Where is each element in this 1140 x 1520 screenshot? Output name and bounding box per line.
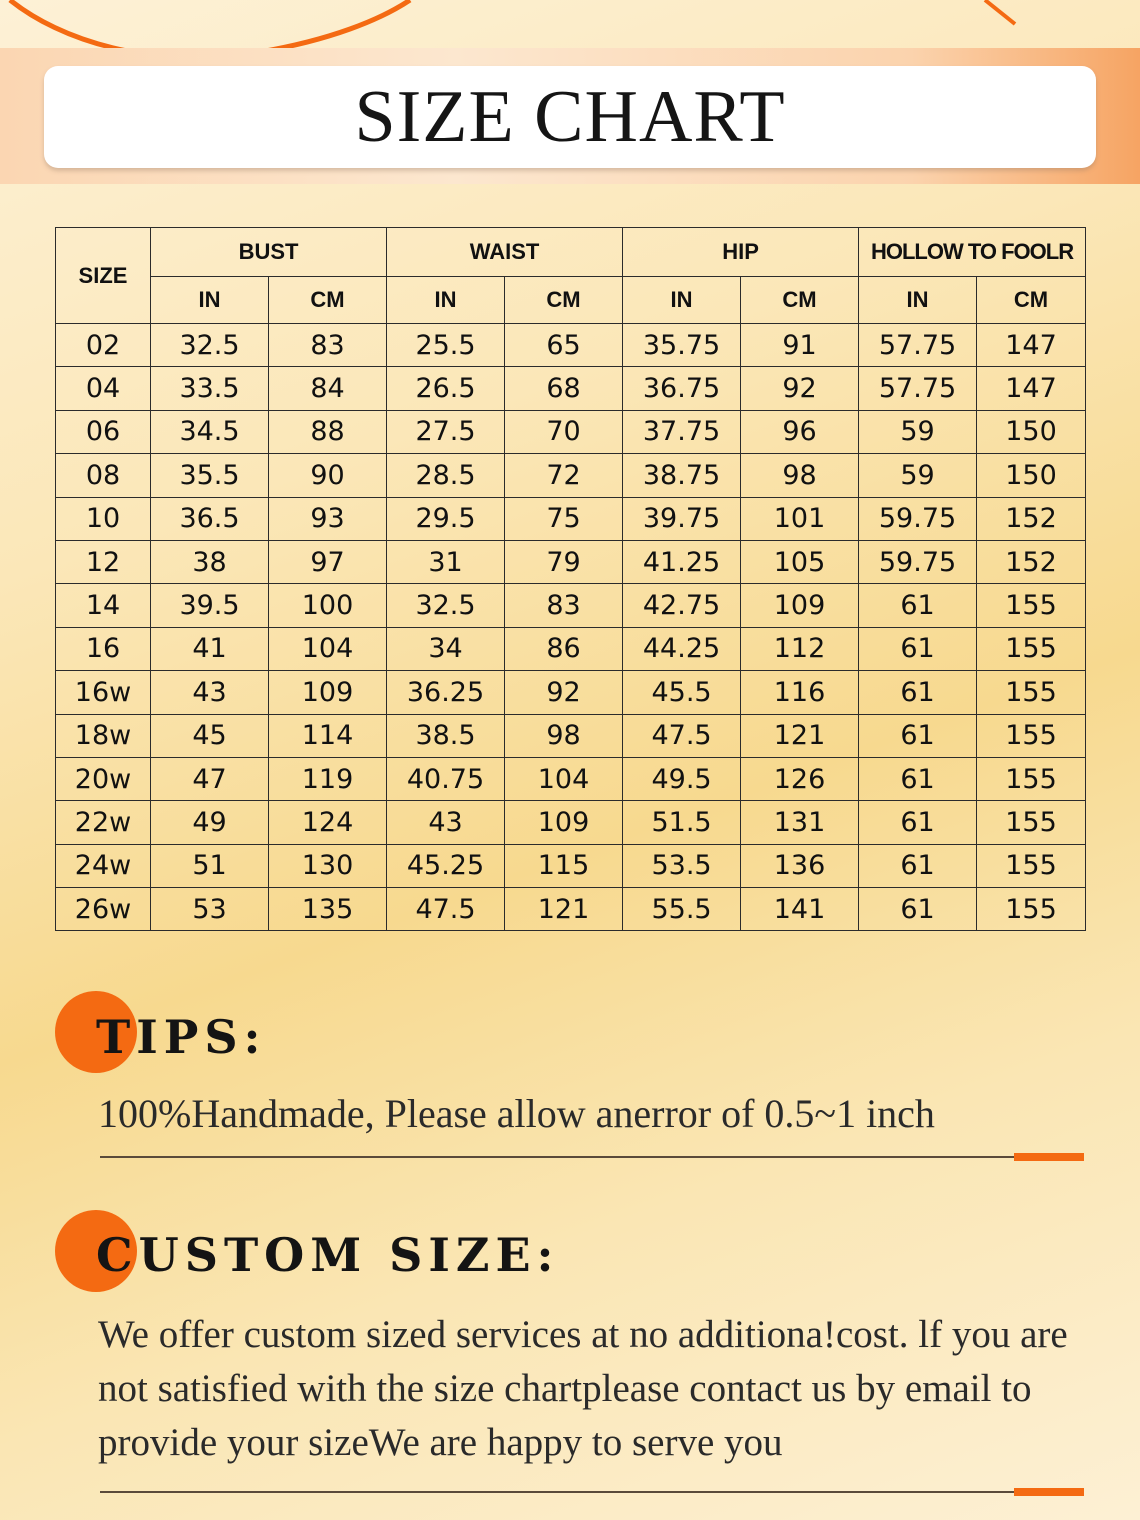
measurement-cell: 33.5 — [151, 367, 269, 410]
measurement-cell: 75 — [505, 497, 623, 540]
size-cell: 06 — [56, 410, 151, 453]
measurement-cell: 34.5 — [151, 410, 269, 453]
measurement-cell: 152 — [977, 540, 1086, 583]
size-cell: 24w — [56, 844, 151, 887]
measurement-cell: 32.5 — [387, 584, 505, 627]
size-cell: 18w — [56, 714, 151, 757]
page-title: SIZE CHART — [354, 75, 786, 158]
measurement-cell: 121 — [741, 714, 859, 757]
measurement-cell: 130 — [269, 844, 387, 887]
measurement-cell: 147 — [977, 367, 1086, 410]
measurement-cell: 152 — [977, 497, 1086, 540]
measurement-cell: 47.5 — [387, 888, 505, 931]
table-row — [56, 497, 1086, 540]
measurement-cell: 72 — [505, 454, 623, 497]
measurement-cell: 98 — [505, 714, 623, 757]
measurement-cell: 109 — [741, 584, 859, 627]
measurement-cell: 104 — [269, 627, 387, 670]
measurement-cell: 35.5 — [151, 454, 269, 497]
column-header-hip: HIP — [623, 228, 859, 277]
measurement-cell: 61 — [859, 714, 977, 757]
measurement-cell: 53 — [151, 888, 269, 931]
measurement-cell: 92 — [505, 671, 623, 714]
measurement-cell: 61 — [859, 757, 977, 800]
measurement-cell: 25.5 — [387, 324, 505, 367]
measurement-cell: 101 — [741, 497, 859, 540]
table-unit-row — [56, 277, 1086, 324]
measurement-cell: 141 — [741, 888, 859, 931]
table-row — [56, 801, 1086, 844]
measurement-cell: 57.75 — [859, 367, 977, 410]
unit-header: IN — [151, 277, 269, 324]
tips-title: TIPS: — [96, 1010, 267, 1064]
measurement-cell: 59.75 — [859, 497, 977, 540]
measurement-cell: 41 — [151, 627, 269, 670]
measurement-cell: 51 — [151, 844, 269, 887]
measurement-cell: 155 — [977, 584, 1086, 627]
measurement-cell: 121 — [505, 888, 623, 931]
unit-header: CM — [505, 277, 623, 324]
measurement-cell: 124 — [269, 801, 387, 844]
measurement-cell: 31 — [387, 540, 505, 583]
column-header-waist: WAIST — [387, 228, 623, 277]
table-row — [56, 888, 1086, 931]
table-header-row — [56, 228, 1086, 277]
measurement-cell: 32.5 — [151, 324, 269, 367]
column-header-hollow-to-floor: HOLLOW TO FOOLR — [859, 228, 1086, 277]
measurement-cell: 29.5 — [387, 497, 505, 540]
measurement-cell: 150 — [977, 454, 1086, 497]
measurement-cell: 155 — [977, 801, 1086, 844]
size-cell: 04 — [56, 367, 151, 410]
measurement-cell: 65 — [505, 324, 623, 367]
measurement-cell: 44.25 — [623, 627, 741, 670]
unit-header: IN — [859, 277, 977, 324]
size-cell: 16w — [56, 671, 151, 714]
measurement-cell: 126 — [741, 757, 859, 800]
size-cell: 08 — [56, 454, 151, 497]
unit-header: CM — [269, 277, 387, 324]
measurement-cell: 68 — [505, 367, 623, 410]
measurement-cell: 96 — [741, 410, 859, 453]
measurement-cell: 36.75 — [623, 367, 741, 410]
column-header-bust: BUST — [151, 228, 387, 277]
measurement-cell: 92 — [741, 367, 859, 410]
measurement-cell: 136 — [741, 844, 859, 887]
table-row — [56, 757, 1086, 800]
table-row — [56, 540, 1086, 583]
measurement-cell: 61 — [859, 671, 977, 714]
measurement-cell: 40.75 — [387, 757, 505, 800]
title-card — [44, 66, 1096, 168]
column-header-size: SIZE — [56, 228, 151, 324]
measurement-cell: 61 — [859, 888, 977, 931]
measurement-cell: 57.75 — [859, 324, 977, 367]
measurement-cell: 36.25 — [387, 671, 505, 714]
measurement-cell: 26.5 — [387, 367, 505, 410]
measurement-cell: 155 — [977, 844, 1086, 887]
size-cell: 16 — [56, 627, 151, 670]
measurement-cell: 86 — [505, 627, 623, 670]
measurement-cell: 119 — [269, 757, 387, 800]
size-cell: 26w — [56, 888, 151, 931]
measurement-cell: 70 — [505, 410, 623, 453]
measurement-cell: 98 — [741, 454, 859, 497]
measurement-cell: 109 — [269, 671, 387, 714]
measurement-cell: 45.25 — [387, 844, 505, 887]
measurement-cell: 45 — [151, 714, 269, 757]
measurement-cell: 47.5 — [623, 714, 741, 757]
measurement-cell: 112 — [741, 627, 859, 670]
measurement-cell: 84 — [269, 367, 387, 410]
table-row — [56, 410, 1086, 453]
measurement-cell: 114 — [269, 714, 387, 757]
measurement-cell: 79 — [505, 540, 623, 583]
unit-header: IN — [387, 277, 505, 324]
size-cell: 12 — [56, 540, 151, 583]
measurement-cell: 115 — [505, 844, 623, 887]
measurement-cell: 45.5 — [623, 671, 741, 714]
measurement-cell: 43 — [151, 671, 269, 714]
measurement-cell: 53.5 — [623, 844, 741, 887]
measurement-cell: 104 — [505, 757, 623, 800]
measurement-cell: 59 — [859, 454, 977, 497]
measurement-cell: 93 — [269, 497, 387, 540]
custom-size-divider-accent — [1014, 1488, 1084, 1496]
measurement-cell: 61 — [859, 627, 977, 670]
measurement-cell: 38.5 — [387, 714, 505, 757]
measurement-cell: 150 — [977, 410, 1086, 453]
measurement-cell: 49.5 — [623, 757, 741, 800]
measurement-cell: 91 — [741, 324, 859, 367]
measurement-cell: 61 — [859, 844, 977, 887]
measurement-cell: 39.5 — [151, 584, 269, 627]
measurement-cell: 43 — [387, 801, 505, 844]
measurement-cell: 109 — [505, 801, 623, 844]
measurement-cell: 100 — [269, 584, 387, 627]
unit-header: CM — [977, 277, 1086, 324]
measurement-cell: 83 — [269, 324, 387, 367]
measurement-cell: 83 — [505, 584, 623, 627]
measurement-cell: 27.5 — [387, 410, 505, 453]
size-cell: 10 — [56, 497, 151, 540]
measurement-cell: 147 — [977, 324, 1086, 367]
table-row — [56, 627, 1086, 670]
measurement-cell: 61 — [859, 801, 977, 844]
size-cell: 02 — [56, 324, 151, 367]
measurement-cell: 51.5 — [623, 801, 741, 844]
size-cell: 14 — [56, 584, 151, 627]
measurement-cell: 37.75 — [623, 410, 741, 453]
table-row — [56, 844, 1086, 887]
table-row — [56, 324, 1086, 367]
measurement-cell: 34 — [387, 627, 505, 670]
measurement-cell: 88 — [269, 410, 387, 453]
measurement-cell: 131 — [741, 801, 859, 844]
measurement-cell: 28.5 — [387, 454, 505, 497]
custom-size-divider — [100, 1491, 1084, 1493]
measurement-cell: 155 — [977, 714, 1086, 757]
measurement-cell: 105 — [741, 540, 859, 583]
table-row — [56, 454, 1086, 497]
measurement-cell: 90 — [269, 454, 387, 497]
measurement-cell: 116 — [741, 671, 859, 714]
measurement-cell: 135 — [269, 888, 387, 931]
tips-divider — [100, 1156, 1084, 1158]
measurement-cell: 155 — [977, 888, 1086, 931]
measurement-cell: 41.25 — [623, 540, 741, 583]
unit-header: CM — [741, 277, 859, 324]
custom-size-text: We offer custom sized services at no additiona!cost. lf you are not satisfied with the size chartplease contact us by email to provide your sizeWe are happy to serve you — [98, 1313, 1068, 1464]
size-cell: 22w — [56, 801, 151, 844]
table-body — [56, 324, 1086, 931]
measurement-cell: 155 — [977, 757, 1086, 800]
measurement-cell: 49 — [151, 801, 269, 844]
measurement-cell: 55.5 — [623, 888, 741, 931]
table-row — [56, 367, 1086, 410]
measurement-cell: 38.75 — [623, 454, 741, 497]
measurement-cell: 39.75 — [623, 497, 741, 540]
measurement-cell: 97 — [269, 540, 387, 583]
measurement-cell: 59.75 — [859, 540, 977, 583]
size-cell: 20w — [56, 757, 151, 800]
table-row — [56, 671, 1086, 714]
measurement-cell: 47 — [151, 757, 269, 800]
table-row — [56, 584, 1086, 627]
tips-divider-accent — [1014, 1153, 1084, 1161]
custom-size-title: CUSTOM SIZE: — [96, 1228, 560, 1282]
measurement-cell: 38 — [151, 540, 269, 583]
measurement-cell: 36.5 — [151, 497, 269, 540]
measurement-cell: 155 — [977, 627, 1086, 670]
table-row — [56, 714, 1086, 757]
measurement-cell: 42.75 — [623, 584, 741, 627]
size-chart-table — [55, 227, 1086, 931]
measurement-cell: 61 — [859, 584, 977, 627]
measurement-cell: 59 — [859, 410, 977, 453]
measurement-cell: 155 — [977, 671, 1086, 714]
tips-text: 100%Handmade, Please allow anerror of 0.5~1 inch — [98, 1091, 935, 1136]
measurement-cell: 35.75 — [623, 324, 741, 367]
unit-header: IN — [623, 277, 741, 324]
